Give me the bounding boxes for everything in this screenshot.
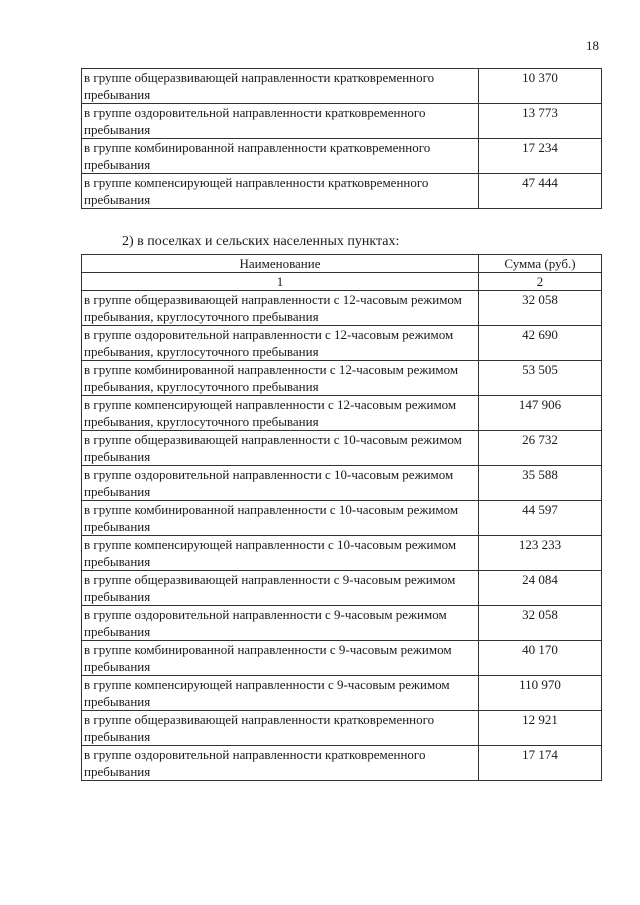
row-name: в группе оздоровительной направленности кратковременного пребывания [82,104,479,139]
table-row [82,104,602,139]
table-row [82,139,602,174]
row-amount: 110 970 [479,676,602,711]
row-name: в группе общеразвивающей направленности с 12-часовым режимом пребывания, круглосуточного пребывания [82,291,479,326]
table-row [82,326,602,361]
row-amount: 40 170 [479,641,602,676]
row-amount: 53 505 [479,361,602,396]
row-name: в группе общеразвивающей направленности кратковременного пребывания [82,69,479,104]
row-name: в группе оздоровительной направленности с 10-часовым режимом пребывания [82,466,479,501]
row-amount: 17 174 [479,746,602,781]
row-name: в группе компенсирующей направленности с 10-часовым режимом пребывания [82,536,479,571]
row-amount: 26 732 [479,431,602,466]
section-heading: 2) в поселках и сельских населенных пунктах: [122,234,400,249]
table-row [82,69,602,104]
row-amount: 12 921 [479,711,602,746]
tariff-table-rural [81,254,602,781]
row-name: в группе комбинированной направленности с 10-часовым режимом пребывания [82,501,479,536]
row-amount: 24 084 [479,571,602,606]
row-name: в группе компенсирующей направленности с 12-часовым режимом пребывания, круглосуточного пребывания [82,396,479,431]
table-row [82,291,602,326]
row-amount: 123 233 [479,536,602,571]
row-amount: 44 597 [479,501,602,536]
tariff-table-continued [81,68,602,209]
row-name: в группе компенсирующей направленности с 9-часовым режимом пребывания [82,676,479,711]
table-row [82,536,602,571]
table-row [82,711,602,746]
table-row [82,396,602,431]
row-amount: 35 588 [479,466,602,501]
row-amount: 13 773 [479,104,602,139]
row-name: в группе комбинированной направленности с 12-часовым режимом пребывания, круглосуточного пребывания [82,361,479,396]
column-number-row [82,273,602,291]
table-row [82,571,602,606]
row-name: в группе оздоровительной направленности кратковременного пребывания [82,746,479,781]
row-name: в группе компенсирующей направленности кратковременного пребывания [82,174,479,209]
row-name: в группе общеразвивающей направленности кратковременного пребывания [82,711,479,746]
page-number: 18 [586,38,599,53]
column-header-amount: Сумма (руб.) [479,255,602,273]
row-name: в группе общеразвивающей направленности с 10-часовым режимом пребывания [82,431,479,466]
table-row [82,466,602,501]
row-name: в группе общеразвивающей направленности с 9-часовым режимом пребывания [82,571,479,606]
column-number-name: 1 [82,273,479,291]
table-row [82,641,602,676]
table-row [82,606,602,641]
row-amount: 10 370 [479,69,602,104]
column-number-amount: 2 [479,273,602,291]
row-name: в группе комбинированной направленности с 9-часовым режимом пребывания [82,641,479,676]
table-row [82,746,602,781]
table-row [82,431,602,466]
row-amount: 42 690 [479,326,602,361]
table-header-row [82,255,602,273]
row-amount: 147 906 [479,396,602,431]
table-row [82,501,602,536]
table-row [82,361,602,396]
row-amount: 17 234 [479,139,602,174]
row-amount: 32 058 [479,606,602,641]
column-header-name: Наименование [82,255,479,273]
row-amount: 47 444 [479,174,602,209]
table-row [82,174,602,209]
row-name: в группе комбинированной направленности кратковременного пребывания [82,139,479,174]
row-name: в группе оздоровительной направленности с 9-часовым режимом пребывания [82,606,479,641]
table-row [82,676,602,711]
row-name: в группе оздоровительной направленности с 12-часовым режимом пребывания, круглосуточного пребывания [82,326,479,361]
row-amount: 32 058 [479,291,602,326]
